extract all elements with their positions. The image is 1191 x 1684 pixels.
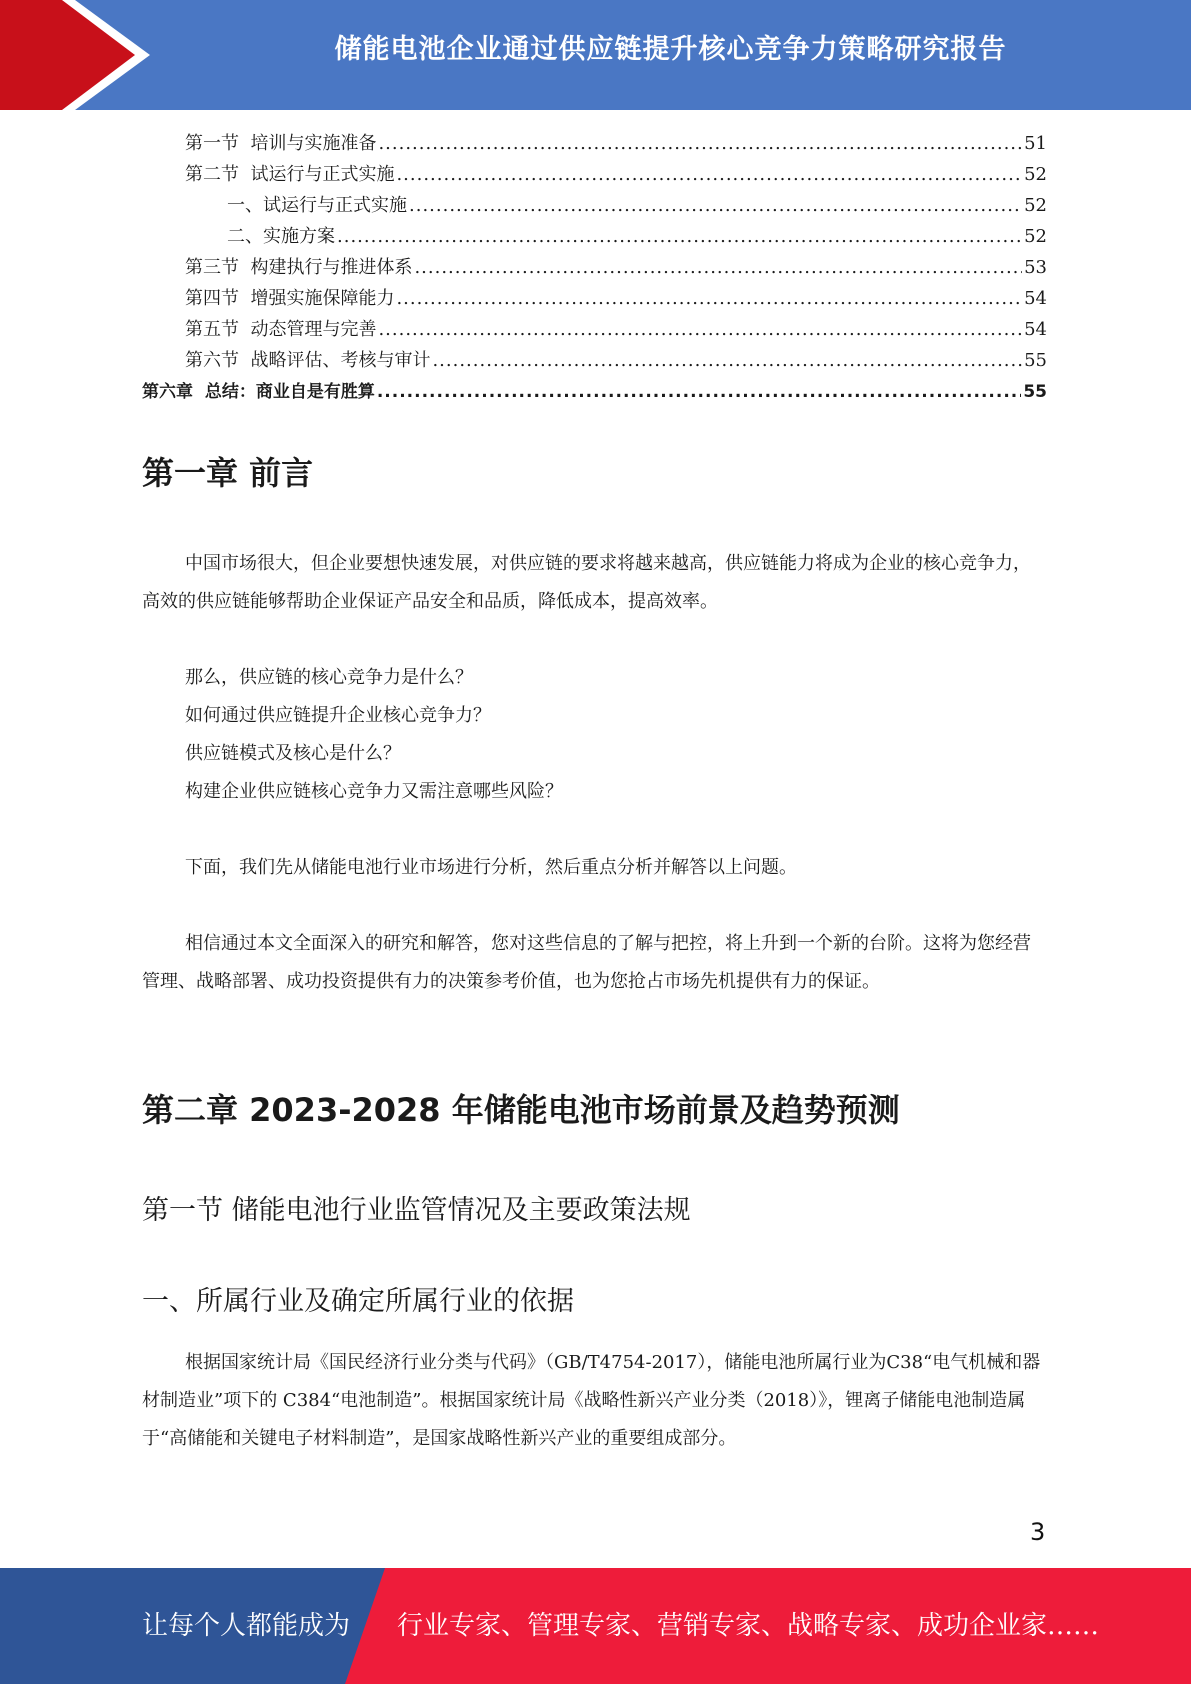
chapter-1-heading: 第一章 前言 xyxy=(142,454,314,492)
toc-entry[interactable] xyxy=(185,314,1047,345)
toc-entry-page: 52 xyxy=(1024,195,1047,216)
toc-leader-dots xyxy=(337,221,1022,252)
toc-entry-page: 54 xyxy=(1024,288,1047,309)
chapter-1-transition: 下面，我们先从储能电池行业市场进行分析，然后重点分析并解答以上问题。 xyxy=(185,857,797,878)
chapter-1-intro: 中国市场很大，但企业要想快速发展，对供应链的要求将越来越高，供应链能力将成为企业的核心竞争力，高效的供应链能够帮助企业保证产品安全和品质，降低成本，提高效率。 xyxy=(142,553,1031,612)
toc-entry[interactable] xyxy=(227,221,1047,252)
toc-leader-dots xyxy=(396,283,1022,314)
toc-entry-label: 第一节 培训与实施准备 xyxy=(185,133,377,154)
question-item: 构建企业供应链核心竞争力又需注意哪些风险？ xyxy=(185,781,563,802)
footer-slogan-right: 行业专家、管理专家、营销专家、战略专家、成功企业家…… xyxy=(397,1611,1100,1641)
toc-entry-label: 第六节 战略评估、考核与审计 xyxy=(185,350,431,371)
header-banner xyxy=(0,0,1191,110)
toc-entry[interactable] xyxy=(185,283,1047,314)
chapter-1-closing: 相信通过本文全面深入的研究和解答，您对这些信息的了解与把控，将上升到一个新的台阶。这将为您经营管理、战略部署、成功投资提供有力的决策参考价值，也为您抢占市场先机提供有力的保证。 xyxy=(142,933,1031,992)
toc-entry-label: 第四节 增强实施保障能力 xyxy=(185,288,395,309)
chapter-2-heading: 第二章 2023-2028 年储能电池市场前景及趋势预测 xyxy=(142,1091,900,1129)
toc-leader-dots xyxy=(396,159,1022,190)
toc-leader-dots xyxy=(378,314,1022,345)
section-heading: 第一节 储能电池行业监管情况及主要政策法规 xyxy=(142,1195,691,1226)
toc-entry[interactable] xyxy=(185,159,1047,190)
toc-entry-label: 一、试运行与正式实施 xyxy=(227,195,407,216)
toc-leader-dots xyxy=(409,190,1022,221)
footer-slogan-left: 让每个人都能成为 xyxy=(142,1611,351,1641)
chapter-2-body: 根据国家统计局《国民经济行业分类与代码》（GB/T4754-2017），储能电池所属行业为C38“电气机械和器材制造业”项下的 C384“电池制造”。根据国家统计局《战略性新兴产业分类（2018）》，锂离子储能电池制造属于“高储能和关键电子材料制造”，是国家战略性新兴产业的重要组成部分。 xyxy=(142,1352,1041,1449)
toc-entry[interactable] xyxy=(185,345,1047,376)
toc-entry-label: 二、实施方案 xyxy=(227,226,335,247)
toc-entry-label: 第五节 动态管理与完善 xyxy=(185,319,377,340)
page-number: 3 xyxy=(1030,1518,1046,1546)
question-item: 供应链模式及核心是什么？ xyxy=(185,743,401,764)
report-title: 储能电池企业通过供应链提升核心竞争力策略研究报告 xyxy=(334,34,1007,65)
toc-entry[interactable] xyxy=(227,190,1047,221)
toc-leader-dots xyxy=(377,377,1021,408)
toc-leader-dots xyxy=(432,345,1022,376)
toc-entry-page: 55 xyxy=(1023,382,1047,402)
toc-entry-page: 54 xyxy=(1024,319,1047,340)
toc-entry-page: 51 xyxy=(1024,133,1047,154)
toc-entry-page: 52 xyxy=(1024,164,1047,185)
question-item: 如何通过供应链提升企业核心竞争力？ xyxy=(185,705,491,726)
subsection-heading: 一、所属行业及确定所属行业的依据 xyxy=(142,1286,574,1317)
toc-entry-page: 53 xyxy=(1024,257,1047,278)
toc-entry[interactable] xyxy=(185,252,1047,283)
toc-entry[interactable] xyxy=(185,128,1047,159)
toc-leader-dots xyxy=(414,252,1022,283)
toc-entry-page: 52 xyxy=(1024,226,1047,247)
toc-entry-page: 55 xyxy=(1024,350,1047,371)
toc-leader-dots xyxy=(378,128,1022,159)
footer-banner xyxy=(0,1568,1191,1684)
toc-entry-label: 第六章 总结：商业自是有胜算 xyxy=(142,382,375,402)
question-item: 那么，供应链的核心竞争力是什么？ xyxy=(185,667,473,688)
toc-entry-label: 第二节 试运行与正式实施 xyxy=(185,164,395,185)
toc-entry-label: 第三节 构建执行与推进体系 xyxy=(185,257,413,278)
toc-entry-chapter[interactable] xyxy=(142,377,1047,408)
